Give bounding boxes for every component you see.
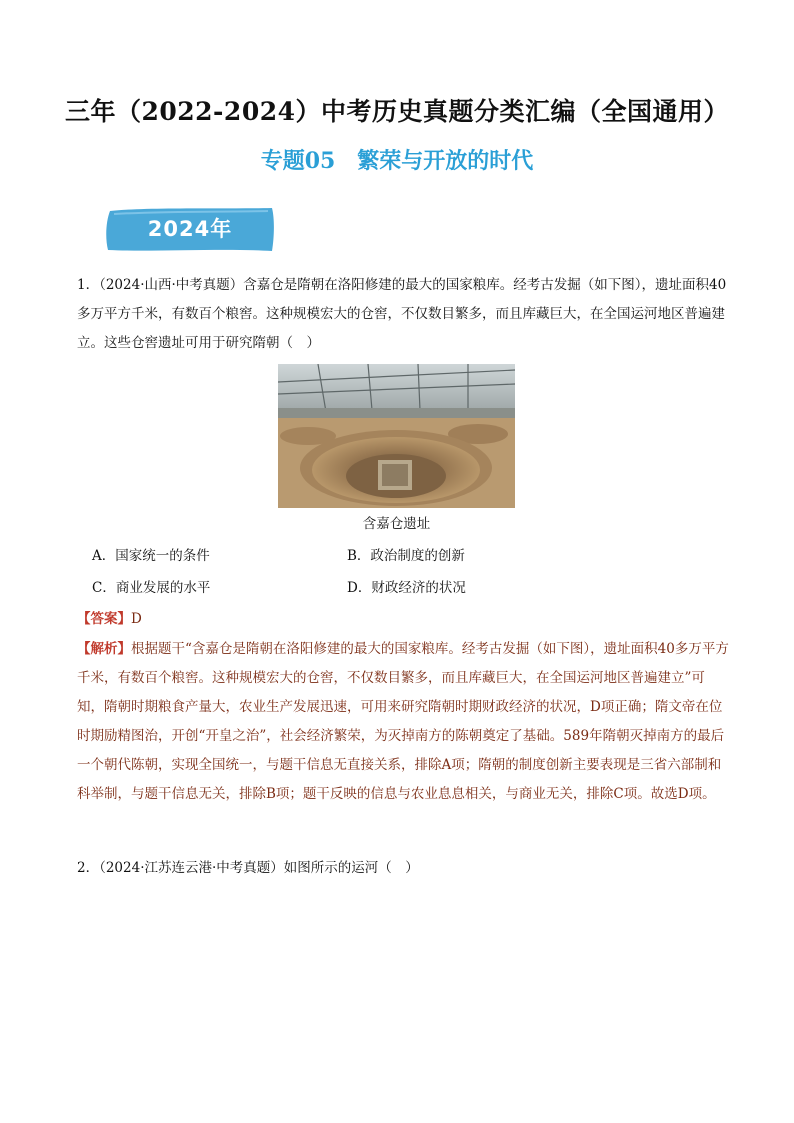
option-d: D．财政经济的状况 xyxy=(347,580,466,596)
analysis-paragraph xyxy=(77,635,729,809)
answer-value: D xyxy=(131,611,142,627)
question-2-stem: 2．（2024·江苏连云港·中考真题）如图所示的运河（ ） xyxy=(77,860,419,876)
photo-caption: 含嘉仓遗址 xyxy=(362,516,431,532)
analysis-label: 【解析】 xyxy=(77,641,131,657)
answer-line xyxy=(77,607,142,627)
question-1-stem: 1．（2024·山西·中考真题）含嘉仓是隋朝在洛阳修建的最大的国家粮库。经考古发掘（如下图），遗址面积40多万平方千米，有数百个粮窖。这种规模宏大的仓窖，不仅数目繁多，而且库藏巨大，在全国运河地区普遍建立。这些仓窖遗址可用于研究隋朝（ ） xyxy=(77,277,727,351)
option-a: A．国家统一的条件 xyxy=(92,548,210,564)
topic-subtitle: 专题05 繁荣与开放的时代 xyxy=(260,148,534,174)
analysis-text: 根据题干“含嘉仓是隋朝在洛阳修建的最大的国家粮库。经考古发掘（如下图），遗址面积40多万平方千米，有数百个粮窖。这种规模宏大的仓窖，不仅数目繁多，而且库藏巨大，在全国运河地区普遍建立”可知，隋朝时期粮食产量大，农业生产发展迅速，可用来研究隋朝时期财政经济的状况，D项正确；隋文帝在位时期励精图治，开创“开皇之治”，社会经济繁荣，为灭掉南方的陈朝奠定了基础。589年隋朝灭掉南方的最后一个朝代陈朝，实现全国统一，与题干信息无直接关系，排除A项；隋朝的制度创新主要表现是三省六部制和科举制，与题干信息无关，排除B项；题干反映的信息与农业息息相关，与商业无关，排除C项。故选D项。 xyxy=(77,641,729,802)
year-banner-label: 2024年 xyxy=(147,217,233,241)
hanjia-granary-site-photo xyxy=(278,364,515,508)
option-c: C．商业发展的水平 xyxy=(92,580,211,596)
option-b: B．政治制度的创新 xyxy=(347,548,465,564)
answer-label: 【答案】 xyxy=(77,611,131,627)
document-title: 三年（2022-2024）中考历史真题分类汇编（全国通用） xyxy=(64,97,730,126)
